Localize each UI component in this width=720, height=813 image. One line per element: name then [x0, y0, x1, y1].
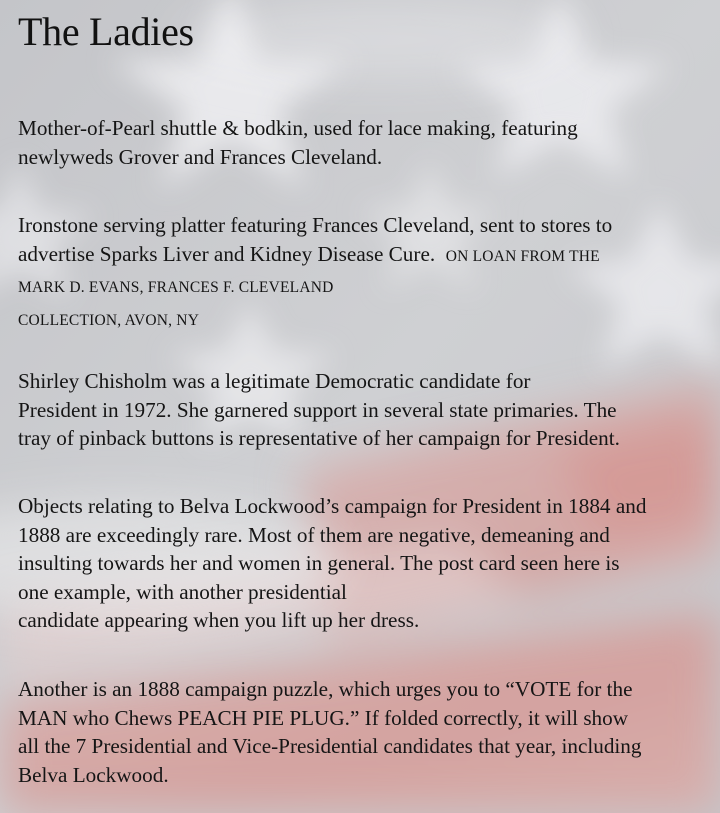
paragraph-shuttle — [18, 114, 718, 171]
paragraph-line: all the 7 Presidential and Vice-Presidential candidates that year, including — [18, 734, 642, 758]
paragraph-line: newlyweds Grover and Frances Cleveland. — [18, 144, 383, 169]
paragraph-line: Objects relating to Belva Lockwood’s campaign for President in 1884 and — [18, 494, 647, 518]
loan-credit-line: COLLECTION, AVON, NY — [18, 312, 200, 329]
paragraph-line: Another is an 1888 campaign puzzle, which urges you to “VOTE for the — [18, 677, 633, 701]
paragraph-platter — [18, 211, 718, 337]
loan-credit: ON LOAN FROM THE — [445, 247, 600, 265]
paragraph-line: Ironstone serving platter featuring Frances Cleveland, sent to stores to — [18, 213, 613, 237]
paragraph-line: Shirley Chisholm was a legitimate Democratic candidate for — [18, 369, 531, 393]
paragraph-line: one example, with another presidential — [18, 579, 347, 604]
paragraph-line: 1888 are exceedingly rare. Most of them are negative, demeaning and — [18, 522, 610, 547]
loan-credit-line: MARK D. EVANS, FRANCES F. CLEVELAND — [18, 279, 334, 296]
paragraph-line: Belva Lockwood. — [18, 762, 169, 787]
paragraph-lockwood — [18, 492, 718, 635]
paragraph-line: Mother-of-Pearl shuttle & bodkin, used for lace making, featuring — [18, 116, 578, 140]
paragraph-line: MAN who Chews PEACH PIE PLUG.” If folded correctly, it will show — [18, 705, 629, 730]
wash-top-center — [180, 0, 580, 80]
paragraph-line-with-loan — [18, 240, 718, 272]
page-title: The Ladies — [18, 9, 194, 54]
paragraph-line: insulting towards her and women in general. The post card seen here is — [18, 551, 620, 575]
paragraph-line: candidate appearing when you lift up her dress. — [18, 608, 420, 632]
platter-text: advertise Sparks Liver and Kidney Disease Cure. — [18, 241, 436, 266]
paragraph-line: President in 1972. She garnered support in several state primaries. The — [18, 397, 617, 422]
paragraph-chisholm — [18, 367, 718, 453]
paragraph-line: tray of pinback buttons is representative of her campaign for President. — [18, 426, 620, 450]
paragraph-puzzle — [18, 675, 718, 789]
